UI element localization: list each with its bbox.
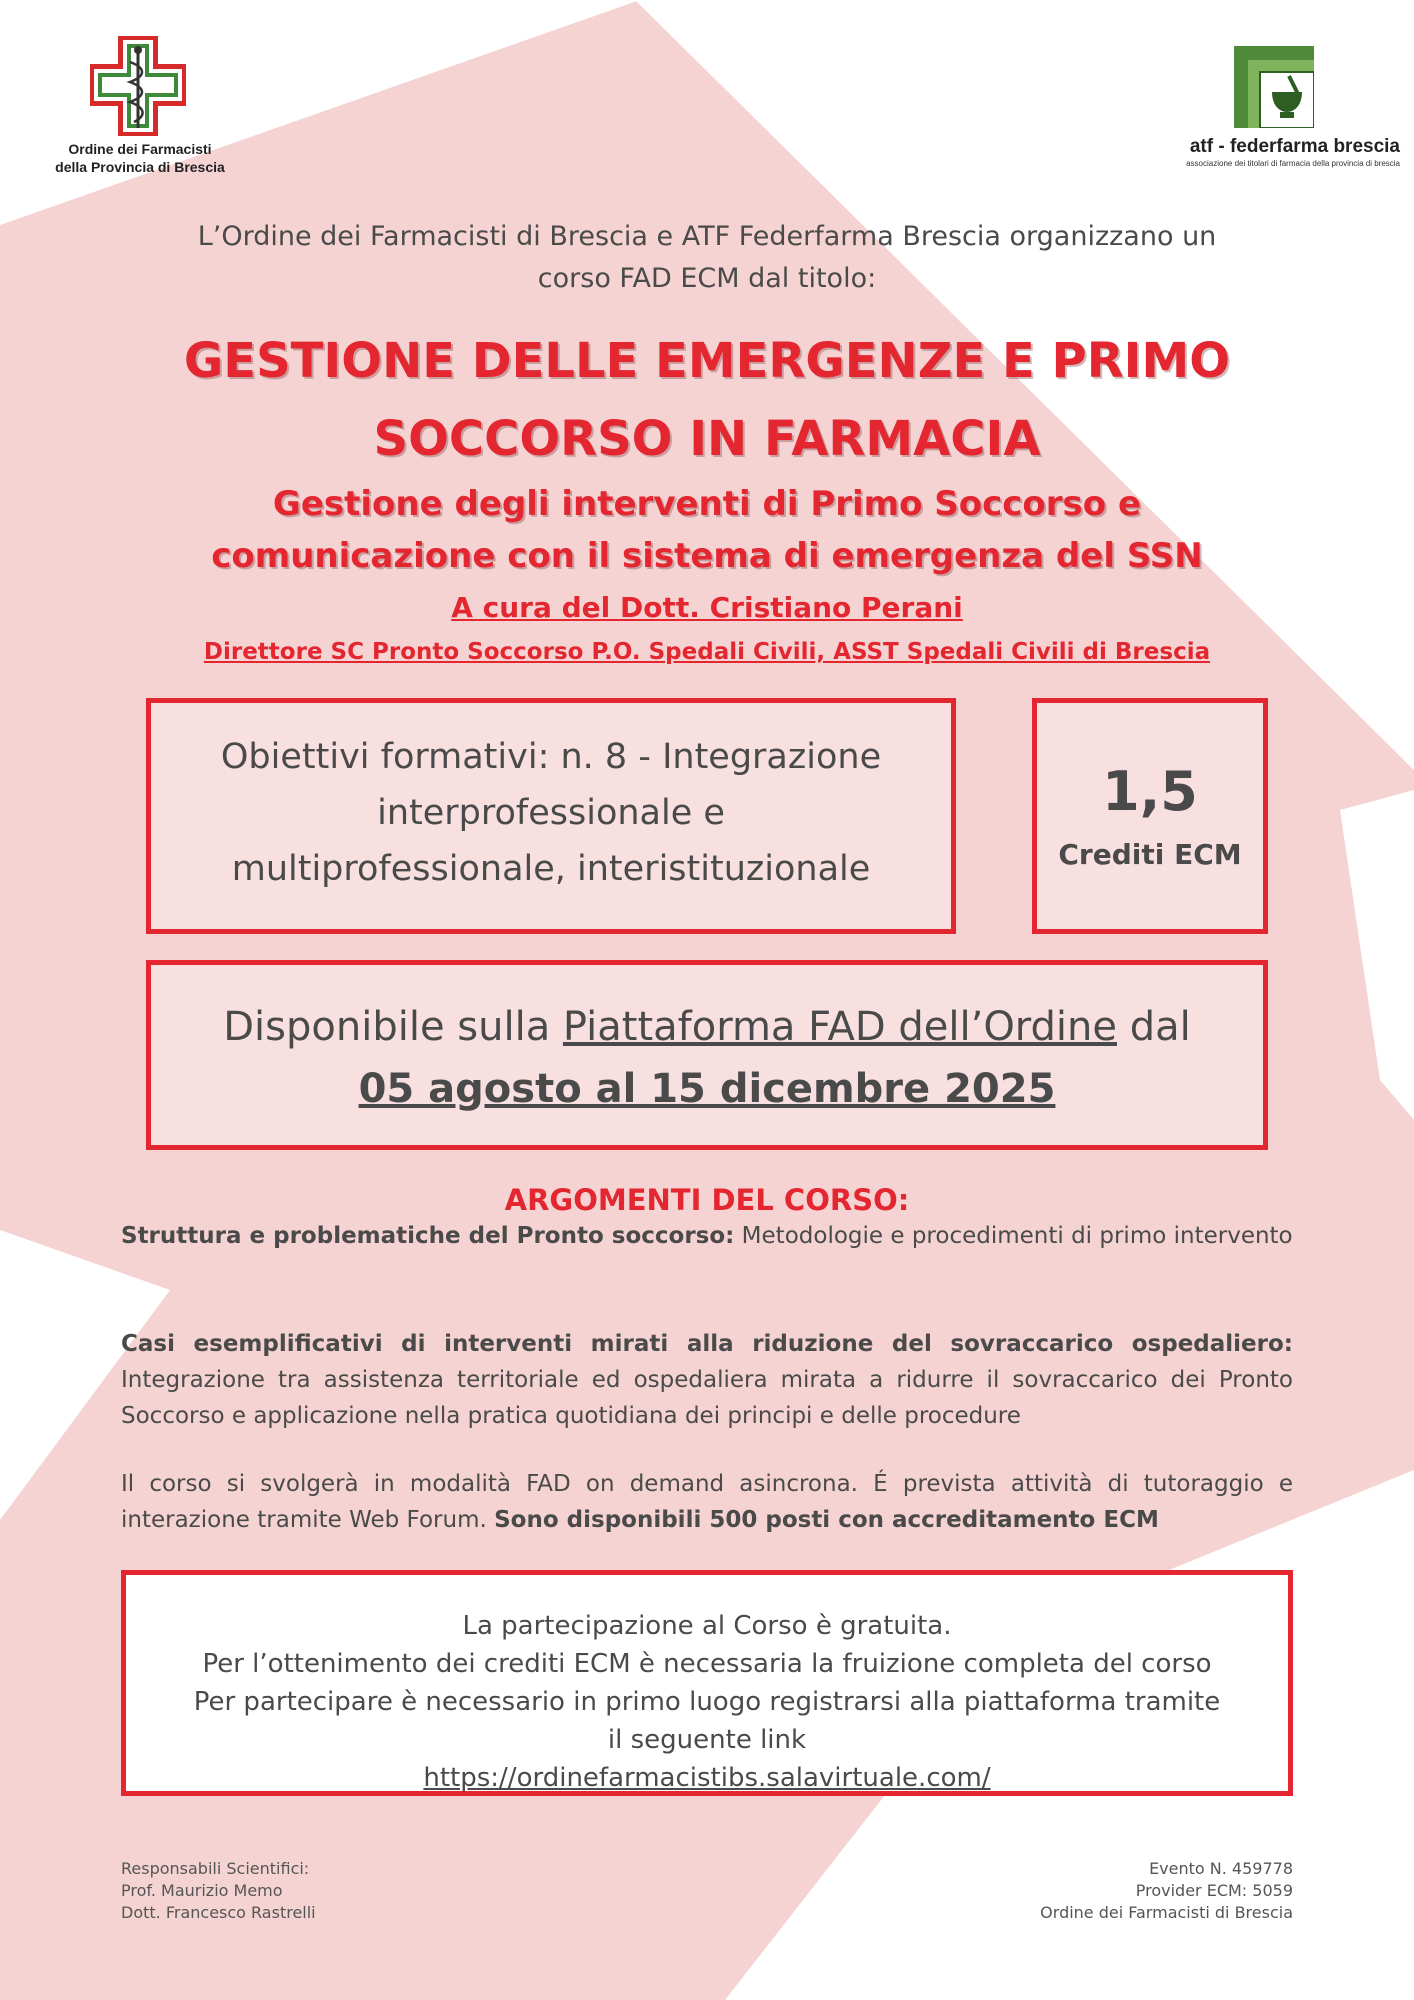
availability-line1 bbox=[151, 999, 1263, 1055]
objectives-line3: multiprofessionale, interistituzionale bbox=[231, 849, 871, 889]
footer-right-line1: Evento N. 459778 bbox=[1149, 1859, 1293, 1878]
participation-line3: Per partecipare è necessario in primo luogo registrarsi alla piattaforma tramite bbox=[193, 1687, 1221, 1717]
credits-value: 1,5 bbox=[1102, 760, 1198, 823]
objectives-line2: interprofessionale e bbox=[377, 793, 725, 833]
title-line1: GESTIONE DELLE EMERGENZE E PRIMO bbox=[183, 333, 1231, 389]
footer-left-line2: Prof. Maurizio Memo bbox=[121, 1881, 283, 1900]
logo-right-name: atf - federfarma brescia bbox=[1189, 136, 1400, 157]
footer-right-line2: Provider ECM: 5059 bbox=[1135, 1881, 1293, 1900]
footer-left-line1: Responsabili Scientifici: bbox=[121, 1859, 310, 1878]
intro-text bbox=[60, 216, 1354, 300]
intro-line2: corso FAD ECM dal titolo: bbox=[537, 263, 877, 294]
platform-link[interactable]: Piattaforma FAD dell’Ordine bbox=[562, 1004, 1118, 1050]
subtitle bbox=[40, 478, 1374, 582]
footer-right-line3: Ordine dei Farmacisti di Brescia bbox=[1040, 1903, 1293, 1922]
curator-role: Direttore SC Pronto Soccorso P.O. Spedali Civili, ASST Spedali Civili di Brescia bbox=[203, 639, 1211, 665]
mortar-pestle-icon bbox=[1234, 46, 1314, 128]
participation-text bbox=[126, 1607, 1288, 1797]
logo-right-subtitle: associazione dei titolari di farmacia della provincia di brescia bbox=[1186, 159, 1400, 168]
participation-line4: il seguente link bbox=[607, 1725, 807, 1755]
participation-line2: Per l’ottenimento dei crediti ECM è necessaria la fruizione completa del corso bbox=[202, 1649, 1212, 1679]
course-mode bbox=[121, 1466, 1293, 1538]
objectives-line1: Obiettivi formativi: n. 8 - Integrazione bbox=[220, 737, 882, 777]
objectives-box bbox=[146, 698, 956, 934]
course-mode-bold: Sono disponibili 500 posti con accreditamento ECM bbox=[494, 1507, 1159, 1533]
footer-left-line3: Dott. Francesco Rastrelli bbox=[121, 1903, 316, 1922]
availability-prefix: Disponibile sulla bbox=[223, 1004, 563, 1050]
pharmacy-cross-caduceus-icon bbox=[90, 36, 186, 136]
topics-heading: ARGOMENTI DEL CORSO: bbox=[504, 1183, 910, 1217]
intro-line1: L’Ordine dei Farmacisti di Brescia e ATF Federfarma Brescia organizzano un bbox=[197, 221, 1217, 252]
logo-left-line1: Ordine dei Farmacisti bbox=[68, 141, 212, 157]
topic-1-text: Metodologie e procedimenti di primo intervento bbox=[734, 1223, 1293, 1249]
objectives-text bbox=[151, 729, 951, 897]
topic-item-1 bbox=[121, 1218, 1293, 1254]
footer-right bbox=[893, 1858, 1293, 1924]
participation-line1: La partecipazione al Corso è gratuita. bbox=[462, 1611, 952, 1641]
topic-item-2 bbox=[121, 1326, 1293, 1434]
title-line2: SOCCORSO IN FARMACIA bbox=[373, 411, 1041, 467]
topic-1-bold: Struttura e problematiche del Pronto soccorso: bbox=[121, 1223, 735, 1249]
topic-2-text: Integrazione tra assistenza territoriale ed ospedaliera mirata a ridurre il sovraccarico dei Pronto Soccorso e applicazione nella pratica quotidiana dei principi e delle procedure bbox=[121, 1367, 1293, 1429]
course-mode-text: Il corso si svolgerà in modalità FAD on demand asincrona. É prevista attività di tutoraggio e interazione tramite Web Forum. bbox=[121, 1471, 1293, 1533]
availability-box bbox=[146, 960, 1268, 1150]
registration-link[interactable]: https://ordinefarmacistibs.salavirtuale.com/ bbox=[423, 1763, 991, 1793]
main-title bbox=[40, 322, 1374, 478]
logo-left-line2: della Provincia di Brescia bbox=[55, 159, 225, 175]
curator: A cura del Dott. Cristiano Perani bbox=[451, 591, 963, 624]
credits-label: Crediti ECM bbox=[1058, 838, 1242, 871]
subtitle-line1: Gestione degli interventi di Primo Soccorso e bbox=[272, 484, 1142, 524]
topic-2-bold: Casi esemplificativi di interventi mirati alla riduzione del sovraccarico ospedaliero: bbox=[121, 1331, 1293, 1357]
availability-suffix: dal bbox=[1117, 1004, 1191, 1050]
subtitle-line2: comunicazione con il sistema di emergenza del SSN bbox=[211, 536, 1203, 576]
footer-left bbox=[121, 1858, 521, 1924]
participation-box bbox=[121, 1570, 1293, 1796]
credits-box bbox=[1032, 698, 1268, 934]
availability-dates: 05 agosto al 15 dicembre 2025 bbox=[358, 1066, 1056, 1112]
